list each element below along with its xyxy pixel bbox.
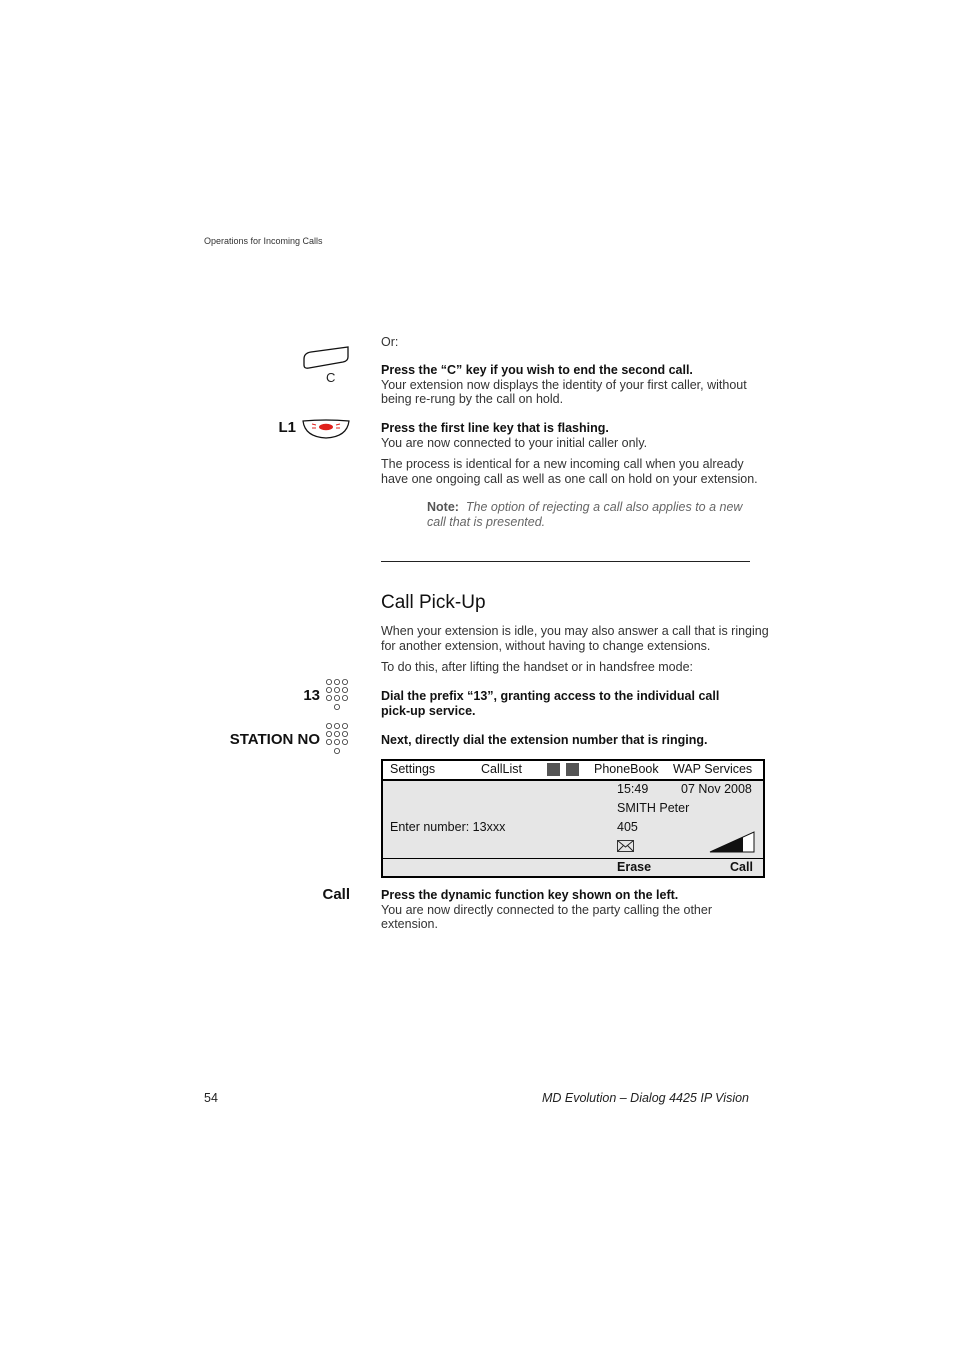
enter-number-field: Enter number: 13xxx — [390, 820, 506, 834]
pickup-intro-line1: When your extension is idle, you may also answer a call that is ringing — [381, 624, 769, 638]
keypad-icon — [325, 678, 351, 712]
menu-calllist[interactable]: CallList — [481, 762, 522, 776]
display-menu-bar — [383, 761, 763, 781]
menu-wap-services[interactable]: WAP Services — [673, 762, 753, 776]
product-name: MD Evolution – Dialog 4425 IP Vision — [541, 1091, 749, 1105]
phone-display — [381, 759, 765, 878]
c-key-label: C — [326, 370, 336, 385]
signal-strength-icon — [709, 831, 755, 858]
softkey-call[interactable]: Call — [730, 860, 753, 874]
status-square-icon — [566, 763, 579, 776]
caller-name: SMITH Peter — [617, 801, 690, 815]
page-number: 54 — [204, 1091, 218, 1105]
process-line1: The process is identical for a new incoming call when you already — [381, 457, 744, 471]
station-label: STATION NO — [229, 731, 320, 748]
c-step-line2: being re-rung by the call on hold. — [381, 392, 564, 406]
envelope-icon — [617, 839, 634, 857]
note-line2: call that is presented. — [427, 515, 546, 529]
prefix-line2: pick-up service. — [381, 704, 476, 718]
pickup-intro2: To do this, after lifting the handset or in handsfree mode: — [381, 660, 693, 674]
l1-label: L1 — [278, 419, 296, 436]
keypad-icon — [325, 722, 351, 756]
section-title: Call Pick-Up — [381, 592, 486, 613]
call-label: Call — [322, 886, 350, 903]
caller-extension: 405 — [617, 820, 638, 834]
process-line2: have one ongoing call as well as one call on hold on your extension. — [381, 472, 758, 486]
display-date: 07 Nov 2008 — [681, 782, 752, 796]
note-line1 — [427, 500, 742, 515]
running-header: Operations for Incoming Calls — [204, 236, 323, 246]
call-step-line2: extension. — [381, 917, 438, 931]
c-step-title: Press the “C” key if you wish to end the second call. — [381, 363, 693, 377]
menu-settings[interactable]: Settings — [390, 762, 436, 776]
softkey-erase[interactable]: Erase — [617, 860, 652, 874]
display-softkey-bar — [383, 858, 763, 876]
c-step-line1: Your extension now displays the identity of your first caller, without — [381, 378, 747, 392]
pickup-intro-line2: for another extension, without having to change extensions. — [381, 639, 711, 653]
prefix-line1: Dial the prefix “13”, granting access to the individual call — [381, 689, 720, 703]
note-text-1: The option of rejecting a call also applies to a new — [465, 500, 743, 514]
line-key-flashing-icon — [301, 418, 351, 440]
display-time: 15:49 — [617, 782, 649, 796]
note-label: Note: — [427, 500, 459, 514]
call-step-line1: You are now directly connected to the party calling the other — [381, 903, 712, 917]
call-step-title: Press the dynamic function key shown on the left. — [381, 888, 679, 902]
or-text: Or: — [381, 335, 399, 349]
l1-step-title: Press the first line key that is flashing. — [381, 421, 609, 435]
l1-step-body: You are now connected to your initial caller only. — [381, 436, 648, 450]
status-square-icon — [547, 763, 560, 776]
menu-phonebook[interactable]: PhoneBook — [594, 762, 659, 776]
prefix-label: 13 — [303, 687, 320, 704]
station-text: Next, directly dial the extension number that is ringing. — [381, 733, 708, 747]
section-divider — [381, 561, 750, 562]
